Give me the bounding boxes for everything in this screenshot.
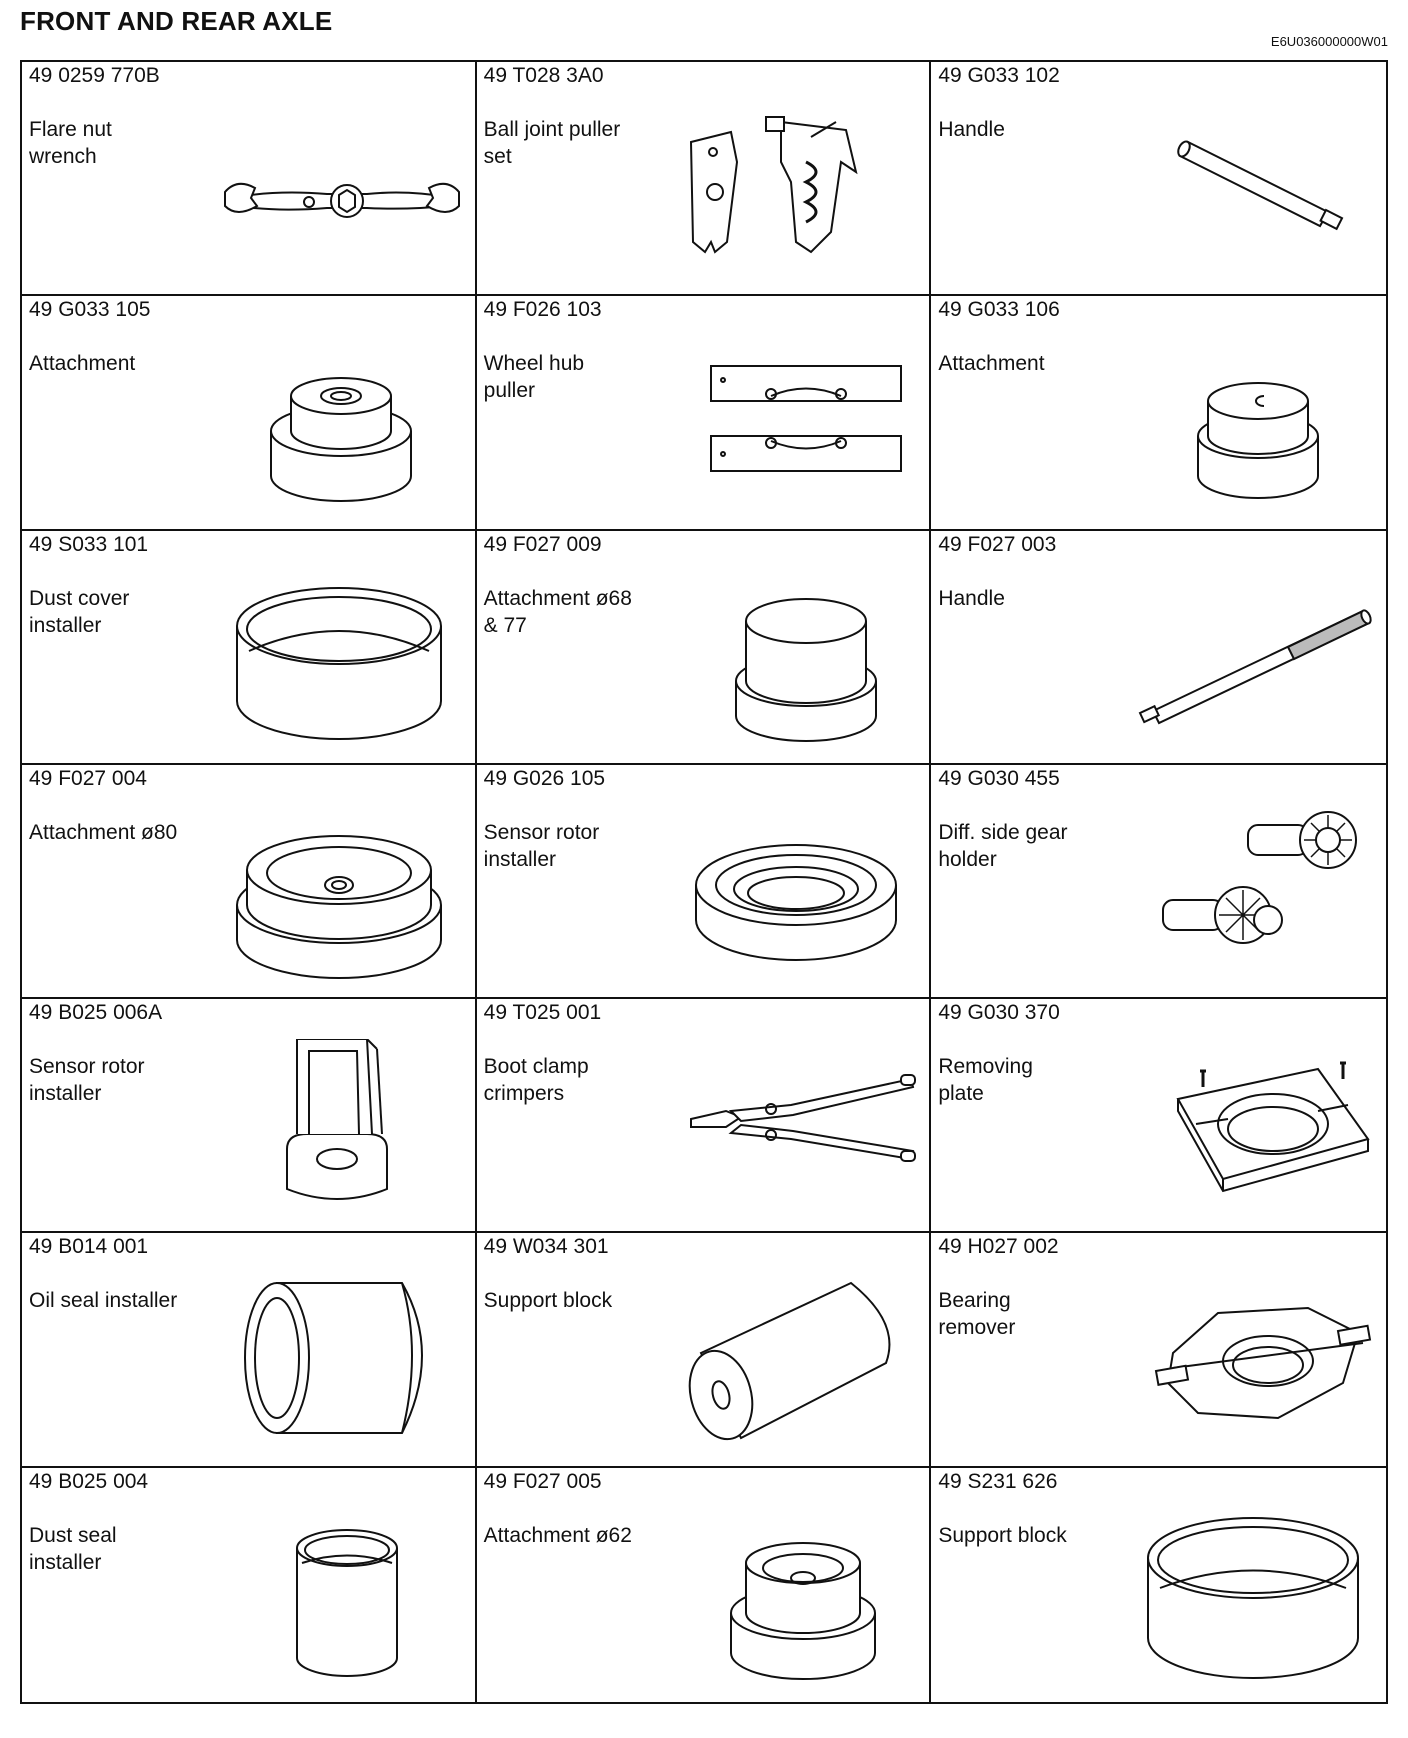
tool-name: Sensor rotor installer	[29, 1055, 145, 1106]
handle-icon	[1128, 102, 1378, 282]
tool-name: Attachment ø62	[483, 1523, 632, 1547]
tool-cell	[477, 62, 932, 296]
ball-joint-puller-set-icon	[671, 102, 921, 282]
tool-name: Oil seal installer	[29, 1289, 178, 1313]
part-number: 49 0259 770B	[29, 64, 160, 87]
tool-cell	[931, 765, 1386, 999]
tool-cell	[931, 999, 1386, 1233]
tool-cell	[931, 1233, 1386, 1467]
dust-cover-installer-icon	[217, 571, 467, 751]
part-number: 49 W034 301	[483, 1235, 609, 1259]
tool-cell	[22, 531, 477, 765]
tool-name: Removing plate	[938, 1055, 1033, 1106]
tool-cell	[931, 1468, 1386, 1702]
part-number: 49 F027 005	[483, 1469, 602, 1493]
part-number: 49 F027 004	[29, 766, 147, 790]
sensor-rotor-frame-icon	[217, 1039, 467, 1219]
dust-seal-installer-icon	[217, 1508, 467, 1688]
tool-name: Sensor rotor installer	[483, 820, 600, 871]
tool-name: Handle	[938, 586, 1005, 610]
tool-cell	[22, 1468, 477, 1702]
removing-plate-icon	[1128, 1039, 1378, 1219]
tool-cell	[477, 296, 932, 530]
tool-cell	[22, 62, 477, 296]
tool-cell	[931, 531, 1386, 765]
part-number: 49 G030 370	[938, 1001, 1060, 1025]
tool-name: Attachment	[938, 352, 1045, 376]
part-number: 49 H027 002	[938, 1235, 1059, 1259]
tool-cell	[22, 765, 477, 999]
stepped-attachment-icon	[1128, 336, 1378, 516]
part-number: 49 S231 626	[938, 1469, 1058, 1493]
wide-attachment-icon	[217, 805, 467, 985]
flare-nut-wrench-icon	[217, 102, 467, 282]
tool-name: Handle	[938, 118, 1005, 141]
support-block-ring-icon	[1128, 1508, 1378, 1688]
bearing-remover-icon	[1128, 1273, 1378, 1453]
part-number: 49 F027 003	[938, 532, 1057, 556]
tool-name: Flare nut wrench	[29, 118, 112, 168]
tool-cell	[477, 1233, 932, 1467]
part-number: 49 G033 102	[938, 64, 1060, 87]
tool-name: Diff. side gear holder	[938, 820, 1068, 871]
side-gear-holder-icon	[1128, 805, 1378, 985]
part-number: 49 G033 105	[29, 298, 151, 322]
tool-name: Bearing remover	[938, 1289, 1016, 1340]
tool-cell	[22, 296, 477, 530]
part-number: 49 B025 004	[29, 1469, 149, 1493]
tool-cell	[477, 999, 932, 1233]
tool-name: Wheel hub puller	[483, 352, 585, 403]
tool-name: Ball joint puller set	[483, 118, 621, 168]
page-title: FRONT AND REAR AXLE	[20, 6, 333, 36]
boot-clamp-crimpers-icon	[671, 1039, 921, 1219]
part-number: 49 G030 455	[938, 766, 1060, 790]
tool-cell	[22, 1233, 477, 1467]
part-number: 49 F026 103	[483, 298, 602, 322]
tool-cell	[931, 296, 1386, 530]
tool-name: Dust cover installer	[29, 586, 130, 637]
tool-name: Dust seal installer	[29, 1523, 117, 1574]
part-number: 49 F027 009	[483, 532, 602, 556]
knurled-handle-icon	[1128, 571, 1378, 751]
tool-name: Attachment ø68 & 77	[483, 586, 632, 637]
stepped-attachment-icon	[671, 1508, 921, 1688]
stepped-attachment-icon	[217, 336, 467, 516]
stepped-attachment-icon	[671, 571, 921, 751]
tool-table	[20, 60, 1388, 1704]
wheel-hub-puller-icon	[671, 336, 921, 516]
tool-cell	[477, 1468, 932, 1702]
document-id: E6U036000000W01	[1270, 34, 1388, 49]
tool-name: Boot clamp crimpers	[483, 1055, 589, 1106]
tool-name: Support block	[938, 1523, 1067, 1547]
support-block-cylinder-icon	[671, 1273, 921, 1453]
part-number: 49 B014 001	[29, 1235, 149, 1259]
part-number: 49 S033 101	[29, 532, 149, 556]
part-number: 49 T025 001	[483, 1001, 602, 1025]
part-number: 49 B025 006A	[29, 1001, 163, 1025]
tool-name: Attachment	[29, 352, 136, 376]
part-number: 49 G026 105	[483, 766, 606, 790]
sensor-rotor-ring-icon	[671, 805, 921, 985]
tool-cell	[477, 765, 932, 999]
part-number: 49 T028 3A0	[483, 64, 604, 87]
part-number: 49 G033 106	[938, 298, 1060, 322]
tool-cell	[477, 531, 932, 765]
tool-cell	[22, 999, 477, 1233]
oil-seal-installer-icon	[217, 1273, 467, 1453]
tool-cell	[931, 62, 1386, 296]
tool-name: Support block	[483, 1289, 613, 1313]
tool-name: Attachment ø80	[29, 820, 178, 844]
